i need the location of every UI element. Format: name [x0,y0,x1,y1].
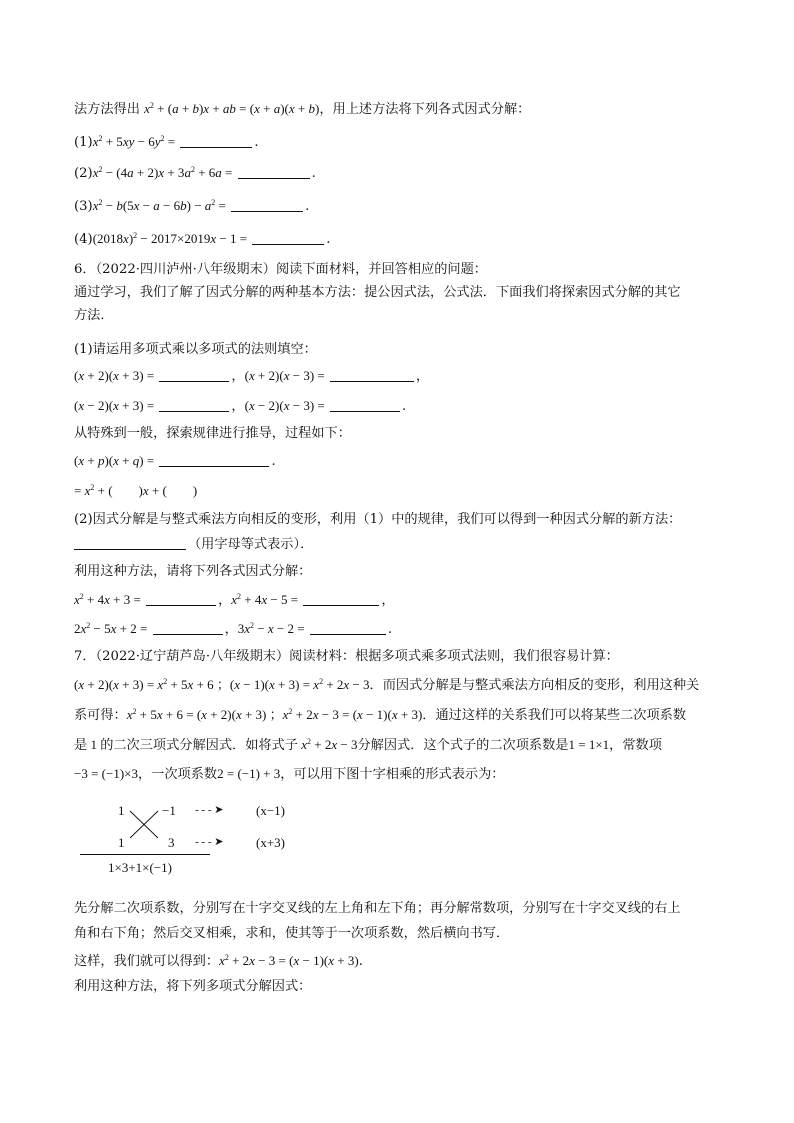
answer-blank[interactable] [159,454,269,467]
q6-part1: (1)请运用多项式乘以多项式的法则填空： [74,342,317,357]
text: ．通过这样的关系我们可以将某些二次项系数 [422,708,687,723]
answer-blank[interactable] [330,399,400,412]
formula: $(2018x)^2 - 2017\times 2019x - 1$ = [92,231,251,246]
answer-blank[interactable] [330,369,414,382]
text: （用字母等式表示）． [188,537,314,552]
q5-item-4: $(4)(2018x)^2 - 2017\times 2019x - 1$ = . [74,231,331,247]
text: ，一次项系数 [137,767,218,782]
formula: = $x^2$ + ( )x + ( ) [74,483,198,498]
q5-item-3: $(3)x^2 - b(5x - a - 6b) - a^2$ = . [74,198,310,214]
formula: $x^2 - b(5x - a - 6b) - a^2$ = [92,198,230,213]
sum-line [80,854,210,855]
formula: $x^2 + 2x - 3$ [301,737,358,752]
text: 这样，我们就可以得到： [74,954,220,969]
text: 是 [74,738,88,753]
q7-line-2 [74,676,699,695]
q7-header: 7．（2022·辽宁葫芦岛·八年级期末）阅读材料：根据多项式乘多项式法则，我们很容易计算： [74,649,619,664]
text: 的二次三项式分解因式．如将式子 [100,738,298,753]
q6-intro-2: 方法． [74,308,114,323]
formula: $2x^2 - 5x + 2$ = [74,621,151,636]
formula: $x^2 + 5xy - 6y^2$ = [92,134,179,149]
q7-line-4 [74,736,662,755]
formula: 1 [87,737,101,752]
answer-blank[interactable] [310,622,386,635]
item-label: (1) [74,135,93,150]
q7-explain-2: 角和右下角；然后交叉相乘，求和，使其等于一次项系数，然后横向书写． [74,926,510,941]
formula: (x − 2)(x − 3) = [244,398,328,413]
q6-intro-1: 通过学习，我们了解了因式分解的两种基本方法：提公因式法，公式法．下面我们将探索因式分解的其它 [74,285,681,300]
text: ．而因式分解是与整式乘法方向相反的变形，利用这种关 [369,678,700,693]
q6-part2-b [74,536,313,554]
q6-fill-row-2: (x − 2)(x + 3) = ，(x − 2)(x − 3) = . [74,398,407,414]
text: ，常数项 [609,738,662,753]
q7-line-3 [74,706,686,725]
cross-lines [126,808,162,842]
diagram-sum: 1×3+1×(−1) [108,860,172,875]
answer-blank[interactable] [252,232,324,245]
answer-blank[interactable] [159,369,229,382]
answer-blank[interactable] [180,135,252,148]
arrow-1: - - - ➤ [195,804,224,816]
diagram-bottom-left: 1 [118,835,125,850]
q6-use: 利用这种方法，请将下列各式因式分解： [74,564,312,579]
formula: (x + 2)(x + 3) = [74,368,158,383]
q6-general-2 [74,482,197,501]
intro-line [74,100,530,119]
formula: (x − 2)(x + 3) = [74,398,158,413]
formula: 1 = 1×1 [568,737,610,752]
diagram-top-right: −1 [162,803,176,818]
q7-last: 利用这种方法，将下列多项式分解因式： [74,979,312,994]
text: 系可得： [74,708,127,723]
diagram-top-left: 1 [118,803,125,818]
formula: $x^2 + (a + b)x$ + ab = (x + a)(x + b) [144,101,320,116]
q6-part2-a: (2)因式分解是与整式乘法方向相反的变形，利用（1）中的规律，我们可以得到一种因式分解的新方法： [74,512,682,527]
answer-blank[interactable] [238,166,310,179]
q6-fill-row-3: $x^2 + 4x + 3$ = ，$x^2 + 4x - 5$ = ， [74,592,395,608]
formula: $(x + 2)(x + 3) = x^2 + 5x + 6$ ；$(x - 1)(x + 3) = x^2 + 2x - 3$ [74,677,370,692]
text: 法方法得出 [74,102,140,117]
formula: $x^2 + 2x - 3 = (x - 1)(x + 3)$ [219,953,359,968]
answer-blank[interactable] [146,593,216,606]
q7-thus: 这样，我们就可以得到：$x^2 + 2x - 3 = (x - 1)(x + 3)$. [74,953,363,969]
item-label: (3) [74,199,93,214]
answer-blank[interactable] [231,199,303,212]
formula: $x^2 + 5x + 6 = (x + 2)(x + 3)$ ；$x^2 + 2x - 3 = (x - 1)(x + 3)$ [126,707,423,722]
q6-fill-row-4: $2x^2 - 5x + 2$ = ，$3x^2 - x - 2$ = . [74,621,393,637]
formula: −3 = (−1)×3 [74,766,138,781]
arrow-2: - - - ➤ [195,836,224,848]
q7-explain-1: 先分解二次项系数，分别写在十字交叉线的左上角和左下角；再分解常数项，分别写在十字交叉线的右上 [74,901,681,916]
q6-rule: 从特殊到一般，探索规律进行推导，过程如下： [74,426,351,441]
q5-item-2: $(2)x^2 - (4a + 2)x + 3a^2 + 6a$ = . [74,165,316,181]
formula: $x^2 - (4a + 2)x + 3a^2 + 6a$ = [92,165,236,180]
q6-header: 6．（2022·四川泸州·八年级期末）阅读下面材料，并回答相应的问题： [74,262,487,277]
answer-blank[interactable] [153,622,223,635]
formula: $x^2 + 4x - 5$ = [231,592,302,607]
diagram-bottom-right: 3 [168,835,175,850]
text: ，用上述方法将下列各式因式分解： [319,102,531,117]
result-factor-1: (x−1) [256,803,285,818]
item-label: (2) [74,166,93,181]
item-label: (4) [74,232,93,247]
answer-blank[interactable] [74,537,186,550]
result-factor-2: (x+3) [256,835,285,850]
q5-item-1: $(1)x^2 + 5xy - 6y^2$ = . [74,134,259,150]
cross-multiplication-diagram [80,798,340,878]
q6-fill-row-1: (x + 2)(x + 3) = ，(x + 2)(x − 3) = ， [74,368,430,384]
q6-general: (x + p)(x + q) = . [74,453,276,469]
formula: $x^2 + 4x + 3$ = [74,592,145,607]
answer-blank[interactable] [159,399,229,412]
text: ，可以用下图十字相乘的形式表示为： [280,767,505,782]
formula: 2 = (−1) + 3 [217,766,281,781]
answer-blank[interactable] [303,593,379,606]
formula: (x + p)(x + q) = [74,453,158,468]
q7-line-5 [74,765,504,784]
formula: (x + 2)(x − 3) = [244,368,328,383]
text: 分解因式．这个式子的二次项系数是 [357,738,569,753]
formula: $3x^2 - x - 2$ = [237,621,308,636]
